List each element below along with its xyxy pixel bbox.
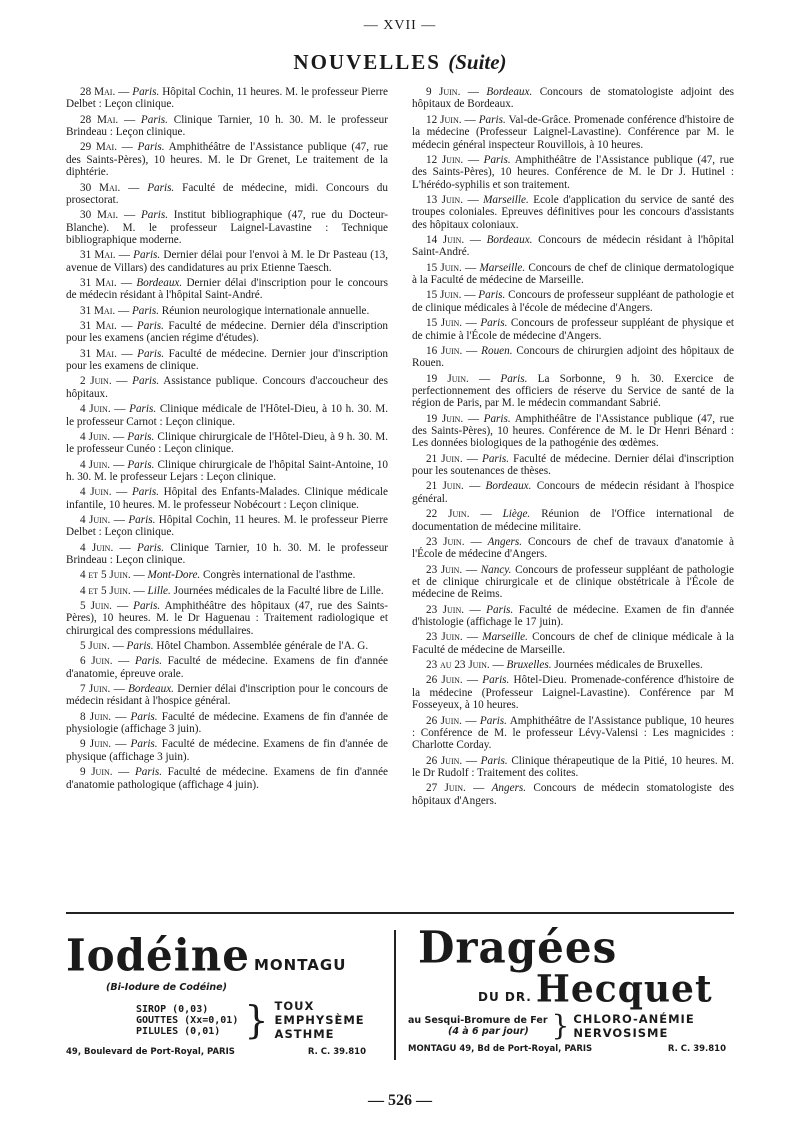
entry-text: Journées médicales de la Faculté libre de Lille. bbox=[173, 584, 384, 597]
entry-date: 21 Juin. bbox=[426, 480, 464, 493]
entry-city: Paris. bbox=[126, 640, 154, 653]
entry-text: Amphithéâtre de l'Assistance publique (47, rue des Saints-Pères), 10 heures. Conférence de M. le Dr J. Hutinel : L'hérédo-syphilis et son traitement. bbox=[412, 153, 734, 191]
entry-text: Amphithéâtre de l'Assistance publique (47, rue des Saints-Pères), 10 heures. Conférence de M. le Dr Henri Bénard : Les données biologiques de la pathogénie des œdèmes. bbox=[412, 412, 734, 450]
entry-date: 23 Juin. bbox=[426, 535, 465, 548]
entry-date: 23 Juin. bbox=[426, 563, 463, 576]
entry-date: 5 Juin. bbox=[80, 640, 110, 653]
news-entry: 31 Mai. — Paris. Faculté de médecine. Dernier jour d'inscription pour les examens de clinique. bbox=[66, 347, 389, 373]
entry-city: Liège. bbox=[502, 508, 531, 521]
entry-city: Paris. bbox=[133, 249, 161, 262]
entry-city: Paris. bbox=[132, 86, 160, 98]
entry-text: Amphithéâtre des hôpitaux (47, rue des Saints-Pères), 10 heures. M. le Dr Haguenau : Traitement radiologique et chirurgical des compressions médullaires. bbox=[66, 599, 388, 637]
news-entry: 9 Juin. — Paris. Faculté de médecine. Examens de fin d'année d'anatomie pathologique (affichage 4 juin). bbox=[66, 766, 389, 791]
entry-city: Paris. bbox=[130, 738, 158, 751]
entry-city: Paris. bbox=[478, 113, 506, 126]
entry-text: Hôtel-Dieu. Promenade-conférence d'histoire de la médecine (Professeur Laignel-Lavastine). Conférence par M Fosseyeux, à 10 heures. bbox=[412, 674, 735, 712]
entry-city: Paris. bbox=[500, 372, 528, 385]
entry-city: Bordeaux. bbox=[486, 234, 533, 247]
entry-date: 26 Juin. bbox=[426, 714, 462, 727]
entry-date: 26 Juin. bbox=[426, 754, 463, 767]
entry-date: 4 Juin. bbox=[80, 403, 111, 416]
news-entry: 22 Juin. — Liège. Réunion de l'Office international de documentation de médecine militaire. bbox=[412, 508, 735, 533]
news-entry: 26 Juin. — Paris. Amphithéâtre de l'Assistance publique, 10 heures : Conférence de M. le professeur Lévy-Valensi : Les magnicides : Charlotte Corday. bbox=[412, 714, 735, 752]
hecquet-dose: (4 à 6 par jour) bbox=[448, 1026, 529, 1037]
news-entry: 2 Juin. — Paris. Assistance publique. Concours d'accoucheur des hôpitaux. bbox=[66, 375, 388, 400]
entry-text: Clinique Tarnier, 10 h. 30. M. le professeur Brindeau : Leçon clinique. bbox=[66, 541, 389, 567]
news-entry: 31 Mai. — Paris. Réunion neurologique internationale annuelle. bbox=[80, 304, 370, 317]
entry-date: 23 Juin. bbox=[426, 603, 465, 616]
entry-date: 8 Juin. bbox=[80, 710, 112, 723]
entry-text: La Sorbonne, 9 h. 30. Exercice de perfectionnement des officiers de réserve du Service de santé de la région de Paris, par M. le médecin commandant Sabrié. bbox=[412, 372, 735, 410]
entry-city: Paris. bbox=[136, 320, 164, 333]
entry-text: Concours de professeur suppléant de pathologie et de clinique médicales à l'école de médecine d'Angers. bbox=[412, 289, 734, 314]
entry-text: Hôtel Chambon. Assemblée générale de l'A. G. bbox=[156, 640, 369, 653]
news-entry: 12 Juin. — Paris. Val-de-Grâce. Promenade conférence d'histoire de la médecine (Professeur Laignel-Lavastine). Conférence par M. le médecin général inspecteur Rouvillois, à 10 heures. bbox=[412, 113, 734, 151]
iodeine-indication: EMPHYSÈME bbox=[274, 1013, 365, 1027]
entry-text: Concours de chirurgien adjoint des hôpitaux de Rouen. bbox=[412, 344, 734, 370]
entry-city: Paris. bbox=[480, 754, 508, 767]
advert-iodeine bbox=[66, 925, 386, 1065]
news-entry: 31 Mai. — Paris. Dernier délai pour l'envoi à M. le Dr Pasteau (13, avenue de Villars) des candidatures au prix Etienne Taesch. bbox=[66, 249, 389, 274]
hecquet-brand-bottom: Hecquet bbox=[535, 966, 713, 1012]
entry-city: Paris. bbox=[129, 403, 157, 416]
entry-date: 2 Juin. bbox=[80, 375, 112, 388]
entry-city: Paris. bbox=[483, 412, 511, 425]
entry-text: Hôpital des Enfants-Malades. Clinique médicale infantile, 10 heures. M. le professeur Nobécourt : Leçon clinique. bbox=[66, 486, 389, 511]
iodeine-brand-suffix: MONTAGU bbox=[253, 956, 347, 974]
entry-text: Concours de professeur suppléant de pathologie et de clinique chirurgicale et de clinique obstétricale à l'École de médecine de Reims. bbox=[412, 563, 735, 601]
entry-date: 30 Mai. bbox=[80, 209, 119, 222]
entry-text: Concours de chef de clinique médicale à la Faculté de médecine de Marseille. bbox=[412, 631, 735, 656]
entry-text: Clinique thérapeutique de la Pitié, 10 heures. M. le Dr Rudolf : Traitement des colites. bbox=[412, 754, 735, 780]
news-entry: 4 Juin. — Paris. Clinique chirurgicale de l'Hôtel-Dieu, à 9 h. 30. M. le professeur Cunéo : Leçon clinique. bbox=[66, 430, 388, 456]
news-entry: 16 Juin. — Rouen. Concours de chirurgien adjoint des hôpitaux de Rouen. bbox=[412, 344, 734, 370]
entry-city: Paris. bbox=[480, 317, 508, 330]
entry-text: Faculté de médecine. Examens de fin d'année de physique (affichage 3 juin). bbox=[66, 738, 389, 763]
hecquet-composition: au Sesqui-Bromure de Fer bbox=[408, 1015, 548, 1026]
entry-date: 16 Juin. bbox=[426, 344, 463, 357]
news-entry: 6 Juin. — Paris. Faculté de médecine. Examens de fin d'année d'anatomie, épreuve orale. bbox=[66, 655, 389, 680]
entry-text: Dernier délai d'inscription pour le concours de médecin résidant à l'hospice général. bbox=[66, 683, 389, 708]
news-entry: 12 Juin. — Paris. Amphithéâtre de l'Assistance publique (47, rue des Saints-Pères), 10 heures. Conférence de M. le Dr J. Hutinel : L'hérédo-syphilis et son traitement. bbox=[412, 153, 734, 191]
entry-date: 9 Juin. bbox=[80, 738, 112, 751]
brace-icon: } bbox=[551, 1009, 570, 1042]
entry-city: Paris. bbox=[136, 541, 165, 554]
entry-city: Paris. bbox=[140, 209, 168, 222]
news-entry: 8 Juin. — Paris. Faculté de médecine. Examens de fin d'année de physiologie (affichage 3 juin). bbox=[66, 710, 389, 736]
entry-city: Paris. bbox=[479, 714, 507, 727]
brace-icon: } bbox=[244, 998, 269, 1042]
news-entry: 4 et 5 Juin. — Lille. Journées médicales de la Faculté libre de Lille. bbox=[80, 584, 384, 597]
news-entry: 30 Mai. — Paris. Faculté de médecine, midi. Concours du prosectorat. bbox=[66, 181, 388, 206]
entry-date: 26 Juin. bbox=[426, 674, 463, 687]
entry-text: Congrès international de l'asthme. bbox=[203, 569, 356, 582]
ad-separator bbox=[66, 912, 734, 914]
entry-date: 4 et 5 Juin. bbox=[80, 584, 131, 597]
entry-date: 6 Juin. bbox=[80, 655, 113, 668]
entry-text: Faculté de médecine. Examens de fin d'année de physiologie (affichage 3 juin). bbox=[66, 710, 389, 736]
news-entry: 9 Juin. — Bordeaux. Concours de stomatologiste adjoint des hôpitaux de Bordeaux. bbox=[412, 86, 735, 111]
entry-text: Clinique Tarnier, 10 h. 30. M. le professeur Brindeau : Leçon clinique. bbox=[66, 113, 388, 139]
entry-date: 31 Mai. bbox=[80, 249, 116, 262]
entry-text: Amphithéâtre de l'Assistance publique (47, rue des Saints-Pères), 10 heures. M. le Dr Grenet, Le traitement de la diphtérie. bbox=[66, 141, 389, 179]
title-suffix: (Suite) bbox=[448, 50, 507, 74]
entry-text: Concours de stomatologiste adjoint des hôpitaux de Bordeaux. bbox=[412, 86, 735, 111]
news-entry: 15 Juin. — Paris. Concours de professeur suppléant de physique et de chimie à l'École de médecine d'Angers. bbox=[412, 317, 735, 342]
entry-text: Journées médicales de Bruxelles. bbox=[554, 659, 703, 672]
news-entry: 28 Mai. — Paris. Clinique Tarnier, 10 h. 30. M. le professeur Brindeau : Leçon clinique. bbox=[66, 113, 388, 139]
entry-date: 4 Juin. bbox=[80, 541, 114, 554]
news-entry: 23 Juin. — Marseille. Concours de chef de clinique médicale à la Faculté de médecine de Marseille. bbox=[412, 631, 735, 656]
entry-text: Amphithéâtre de l'Assistance publique, 10 heures : Conférence de M. le professeur Lévy-Valensi : Les magnicides : Charlotte Corday. bbox=[412, 714, 735, 752]
entry-city: Paris. bbox=[482, 674, 510, 687]
entry-date: 31 Mai. bbox=[80, 304, 116, 317]
entry-text: Faculté de médecine. Dernier délai d'inscription pour les soutenances de thèses. bbox=[412, 452, 735, 478]
entry-date: 21 Juin. bbox=[426, 452, 463, 465]
news-entry: 29 Mai. — Paris. Amphithéâtre de l'Assistance publique (47, rue des Saints-Pères), 10 heures. M. le Dr Grenet, Le traitement de la diphtérie. bbox=[66, 141, 389, 179]
entry-date: 4 Juin. bbox=[80, 430, 111, 443]
news-entry: 21 Juin. — Bordeaux. Concours de médecin résidant à l'hospice général. bbox=[412, 480, 735, 505]
news-entry: 4 Juin. — Paris. Clinique Tarnier, 10 h. 30. M. le professeur Brindeau : Leçon clinique. bbox=[66, 541, 389, 567]
entry-text: Réunion de l'Office international de documentation de médecine militaire. bbox=[412, 508, 735, 533]
entry-city: Bordeaux. bbox=[128, 683, 174, 696]
entry-text: Concours de chef de clinique dermatologique à la Faculté de médecine de Marseille. bbox=[412, 261, 735, 287]
entry-city: Marseille. bbox=[479, 261, 526, 274]
entry-city: Paris. bbox=[134, 766, 162, 779]
entry-city: Paris. bbox=[134, 655, 162, 668]
entry-city: Paris. bbox=[133, 599, 161, 612]
news-entry: 23 au 23 Juin. — Bruxelles. Journées médicales de Bruxelles. bbox=[426, 659, 703, 672]
news-entry: 31 Mai. — Bordeaux. Dernier délai d'inscription pour le concours de médecin résidant à l'hôpital Saint-André. bbox=[66, 277, 389, 302]
entry-city: Bordeaux. bbox=[136, 277, 183, 290]
news-entry: 23 Juin. — Paris. Faculté de médecine. Examen de fin d'année d'histologie (affichage le 17 juin). bbox=[412, 603, 735, 629]
entry-city: Paris. bbox=[140, 113, 168, 126]
entry-city: Paris. bbox=[132, 375, 160, 388]
entry-date: 12 Juin. bbox=[426, 113, 462, 126]
entry-date: 13 Juin. bbox=[426, 193, 464, 206]
entry-text: Concours de chef de travaux d'anatomie à l'École de médecine d'Angers. bbox=[412, 535, 734, 561]
news-entry: 21 Juin. — Paris. Faculté de médecine. Dernier délai d'inscription pour les soutenances de thèses. bbox=[412, 452, 735, 478]
entry-date: 4 et 5 Juin. bbox=[80, 569, 131, 582]
entry-city: Marseille. bbox=[482, 631, 528, 644]
hecquet-address: MONTAGU 49, Bd de Port-Royal, PARIS bbox=[408, 1044, 593, 1054]
news-entry: 15 Juin. — Marseille. Concours de chef de clinique dermatologique à la Faculté de médecine de Marseille. bbox=[412, 261, 735, 287]
news-entry: 26 Juin. — Paris. Clinique thérapeutique de la Pitié, 10 heures. M. le Dr Rudolf : Traitement des colites. bbox=[412, 754, 735, 780]
entry-text: Institut bibliographique (47, rue du Docteur-Blanche). M. le professeur Laignel-Lavastine : Technique bibliographique moderne. bbox=[66, 209, 389, 247]
title-main: NOUVELLES bbox=[293, 50, 441, 74]
entry-city: Paris. bbox=[483, 153, 511, 166]
page-number: — 526 — bbox=[368, 1092, 432, 1109]
news-entry: 5 Juin. — Paris. Hôtel Chambon. Assemblée générale de l'A. G. bbox=[80, 640, 369, 653]
entry-text: Clinique chirurgicale de l'Hôtel-Dieu, à 9 h. 30. M. le professeur Cunéo : Leçon clinique. bbox=[66, 430, 388, 456]
entry-text: Hôpital Cochin, 11 heures. M. le professeur Pierre Delbet : Leçon clinique. bbox=[66, 86, 389, 111]
entry-city: Bruxelles. bbox=[506, 659, 552, 672]
entry-text: Clinique médicale de l'Hôtel-Dieu, à 10 h. 30. M. le professeur Carnot : Leçon clinique. bbox=[66, 403, 389, 428]
news-entry: 7 Juin. — Bordeaux. Dernier délai d'inscription pour le concours de médecin résidant à l'hospice général. bbox=[66, 683, 389, 708]
entry-city: Paris. bbox=[486, 603, 514, 616]
iodeine-form: GOUTTES (Xx=0,01) bbox=[136, 1014, 239, 1026]
news-entry: 26 Juin. — Paris. Hôtel-Dieu. Promenade-conférence d'histoire de la médecine (Professeur Laignel-Lavastine). Conférence par M Fosseyeux, à 10 heures. bbox=[412, 674, 735, 712]
iodeine-address: 49, Boulevard de Port-Royal, PARIS bbox=[66, 1047, 235, 1057]
entry-city: Lille. bbox=[147, 584, 171, 597]
entry-date: 27 Juin. bbox=[426, 782, 466, 795]
ad-divider bbox=[394, 930, 396, 1060]
left-column bbox=[66, 86, 388, 794]
iodeine-brand: Iodéine bbox=[66, 929, 250, 982]
entry-date: 15 Juin. bbox=[426, 289, 462, 302]
entry-text: Faculté de médecine. Dernier déla d'inscription pour les examens (ancien régime d'études). bbox=[66, 320, 389, 345]
entry-text: Concours de médecin stomatologiste des hôpitaux d'Angers. bbox=[412, 782, 734, 807]
entry-date: 7 Juin. bbox=[80, 683, 111, 696]
entry-city: Paris. bbox=[131, 304, 159, 317]
entry-date: 23 au 23 Juin. bbox=[426, 659, 490, 672]
hecquet-rc: R. C. 39.810 bbox=[667, 1044, 726, 1054]
entry-city: Mont-Dore. bbox=[147, 569, 201, 582]
entry-date: 28 Mai. bbox=[80, 86, 116, 98]
entry-text: Concours de médecin résidant à l'hospice général. bbox=[412, 480, 735, 505]
entry-text: Faculté de médecine. Examen de fin d'année d'histologie (affichage le 17 juin). bbox=[412, 603, 735, 629]
entry-date: 30 Mai. bbox=[80, 181, 121, 194]
entry-text: Hôpital Cochin, 11 heures. M. le professeur Pierre Delbet : Leçon clinique. bbox=[66, 513, 389, 539]
entry-city: Rouen. bbox=[481, 344, 513, 357]
news-entry: 28 Mai. — Paris. Hôpital Cochin, 11 heures. M. le professeur Pierre Delbet : Leçon clinique. bbox=[66, 86, 389, 111]
entry-text: Faculté de médecine. Examens de fin d'année d'anatomie pathologique (affichage 4 juin). bbox=[66, 766, 389, 791]
right-column bbox=[412, 86, 734, 810]
entry-city: Paris. bbox=[127, 458, 155, 471]
entry-text: Dernier délai d'inscription pour le concours de médecin résidant à l'hôpital Saint-André. bbox=[66, 277, 389, 302]
entry-text: Dernier délai pour l'envoi à M. le Dr Pasteau (13, avenue de Villars) des candidatures au prix Etienne Taesch. bbox=[66, 249, 389, 274]
entry-city: Paris. bbox=[128, 513, 156, 526]
hecquet-brand-top: Dragées bbox=[418, 921, 618, 974]
news-entry: 13 Juin. — Marseille. Ecole d'application du service de santé des troupes coloniales. Epreuves définitives pour les concours d'assistants des hôpitaux coloniaux. bbox=[412, 193, 735, 231]
entry-date: 4 Juin. bbox=[80, 458, 111, 471]
entry-text: Réunion neurologique internationale annuelle. bbox=[161, 304, 370, 317]
news-entry: 4 Juin. — Paris. Clinique chirurgicale de l'hôpital Saint-Antoine, 10 h. 30. M. le professeur Lejars : Leçon clinique. bbox=[66, 458, 389, 483]
entry-text: Faculté de médecine. Examens de fin d'année d'anatomie, épreuve orale. bbox=[66, 655, 389, 680]
news-entry: 27 Juin. — Angers. Concours de médecin stomatologiste des hôpitaux d'Angers. bbox=[412, 782, 734, 807]
entry-city: Paris. bbox=[127, 430, 155, 443]
entry-text: Faculté de médecine, midi. Concours du prosectorat. bbox=[66, 181, 388, 206]
entry-date: 4 Juin. bbox=[80, 486, 112, 499]
news-entry: 15 Juin. — Paris. Concours de professeur suppléant de pathologie et de clinique médicales à l'école de médecine d'Angers. bbox=[412, 289, 734, 314]
hecquet-brand-prefix: DU DR. bbox=[478, 990, 532, 1004]
news-entry: 23 Juin. — Nancy. Concours de professeur suppléant de pathologie et de clinique chirurgicale et de clinique obstétricale à l'École de médecine de Reims. bbox=[412, 563, 735, 601]
entry-city: Paris. bbox=[131, 486, 160, 499]
entry-text: Ecole d'application du service de santé des troupes coloniales. Epreuves définitives pour les concours d'assistants des hôpitaux coloniaux. bbox=[412, 193, 735, 231]
entry-text: Val-de-Grâce. Promenade conférence d'histoire de la médecine (Professeur Laignel-Lavastine). Conférence par M. le médecin général inspecteur Rouvillois, à 10 heures. bbox=[412, 113, 734, 151]
entry-text: Concours de médecin résidant à l'hôpital Saint-André. bbox=[412, 234, 735, 259]
iodeine-indication: ASTHME bbox=[274, 1027, 335, 1041]
page-roman-numeral: — XVII — bbox=[363, 18, 437, 33]
entry-date: 23 Juin. bbox=[426, 631, 463, 644]
iodeine-form: PILULES (0,01) bbox=[136, 1025, 221, 1037]
entry-date: 9 Juin. bbox=[80, 766, 113, 779]
news-entry: 14 Juin. — Bordeaux. Concours de médecin résidant à l'hôpital Saint-André. bbox=[412, 234, 735, 259]
entry-date: 15 Juin. bbox=[426, 261, 462, 274]
entry-text: Clinique chirurgicale de l'hôpital Saint-Antoine, 10 h. 30. M. le professeur Lejars : Leçon clinique. bbox=[66, 458, 389, 483]
news-entry: 31 Mai. — Paris. Faculté de médecine. Dernier déla d'inscription pour les examens (ancien régime d'études). bbox=[66, 320, 389, 345]
news-entry: 9 Juin. — Paris. Faculté de médecine. Examens de fin d'année de physique (affichage 3 juin). bbox=[66, 738, 389, 763]
entry-city: Angers. bbox=[487, 535, 523, 548]
news-entry: 5 Juin. — Paris. Amphithéâtre des hôpitaux (47, rue des Saints-Pères), 10 heures. M. le Dr Haguenau : Traitement radiologique et chirurgical des compressions médullaires. bbox=[66, 599, 388, 637]
entry-city: Paris. bbox=[130, 710, 158, 723]
entry-date: 12 Juin. bbox=[426, 153, 464, 166]
entry-city: Paris. bbox=[478, 289, 506, 302]
iodeine-form: SIROP (0,03) bbox=[136, 1003, 209, 1015]
iodeine-subtitle: (Bi-Iodure de Codéine) bbox=[106, 982, 227, 993]
entry-city: Paris. bbox=[147, 181, 175, 194]
entry-city: Bordeaux. bbox=[486, 86, 533, 98]
entry-date: 29 Mai. bbox=[80, 141, 118, 154]
entry-date: 5 Juin. bbox=[80, 599, 112, 612]
news-entry: 4 et 5 Juin. — Mont-Dore. Congrès international de l'asthme. bbox=[80, 569, 356, 582]
entry-date: 4 Juin. bbox=[80, 513, 111, 526]
news-entry: 30 Mai. — Paris. Institut bibliographique (47, rue du Docteur-Blanche). M. le professeur Laignel-Lavastine : Technique bibliographique moderne. bbox=[66, 209, 389, 247]
advert-hecquet bbox=[408, 921, 738, 1065]
entry-date: 31 Mai. bbox=[80, 277, 117, 290]
hecquet-indication: CHLORO-ANÉMIE bbox=[573, 1012, 695, 1026]
news-entry: 19 Juin. — Paris. La Sorbonne, 9 h. 30. Exercice de perfectionnement des officiers de réserve du Service de santé de la région de Paris, par M. le médecin commandant Sabrié. bbox=[412, 372, 735, 410]
iodeine-indication: TOUX bbox=[274, 999, 315, 1013]
news-entry: 4 Juin. — Paris. Hôpital des Enfants-Malades. Clinique médicale infantile, 10 heures. M. le professeur Nobécourt : Leçon clinique. bbox=[66, 486, 389, 511]
news-entry: 4 Juin. — Paris. Clinique médicale de l'Hôtel-Dieu, à 10 h. 30. M. le professeur Carnot : Leçon clinique. bbox=[66, 403, 389, 428]
entry-text: Faculté de médecine. Dernier jour d'inscription pour les examens de clinique. bbox=[66, 347, 389, 373]
entry-date: 31 Mai. bbox=[80, 320, 117, 333]
entry-city: Bordeaux. bbox=[485, 480, 532, 493]
iodeine-rc: R. C. 39.810 bbox=[307, 1047, 366, 1057]
entry-date: 19 Juin. bbox=[426, 372, 469, 385]
entry-city: Paris. bbox=[481, 452, 510, 465]
entry-date: 28 Mai. bbox=[80, 113, 119, 126]
entry-date: 15 Juin. bbox=[426, 317, 463, 330]
news-entry: 23 Juin. — Angers. Concours de chef de travaux d'anatomie à l'École de médecine d'Angers. bbox=[412, 535, 734, 561]
entry-city: Marseille. bbox=[483, 193, 529, 206]
entry-date: 9 Juin. bbox=[426, 86, 461, 98]
entry-city: Paris. bbox=[137, 347, 165, 360]
hecquet-indication: NERVOSISME bbox=[573, 1026, 669, 1040]
entry-city: Nancy. bbox=[480, 563, 512, 576]
entry-text: Concours de professeur suppléant de physique et de chimie à l'École de médecine d'Angers. bbox=[412, 317, 735, 342]
entry-date: 31 Mai. bbox=[80, 347, 117, 360]
entry-date: 14 Juin. bbox=[426, 234, 465, 247]
entry-city: Paris. bbox=[137, 141, 165, 154]
entry-date: 22 Juin. bbox=[426, 508, 470, 521]
news-entry: 19 Juin. — Paris. Amphithéâtre de l'Assistance publique (47, rue des Saints-Pères), 10 heures. Conférence de M. le Dr Henri Bénard : Les données biologiques de la pathogénie des œdèmes. bbox=[412, 412, 734, 450]
entry-date: 19 Juin. bbox=[426, 412, 464, 425]
entry-city: Angers. bbox=[491, 782, 527, 795]
page-title bbox=[0, 50, 800, 75]
news-entry: 4 Juin. — Paris. Hôpital Cochin, 11 heures. M. le professeur Pierre Delbet : Leçon clinique. bbox=[66, 513, 389, 539]
entry-text: Assistance publique. Concours d'accoucheur des hôpitaux. bbox=[66, 375, 388, 400]
